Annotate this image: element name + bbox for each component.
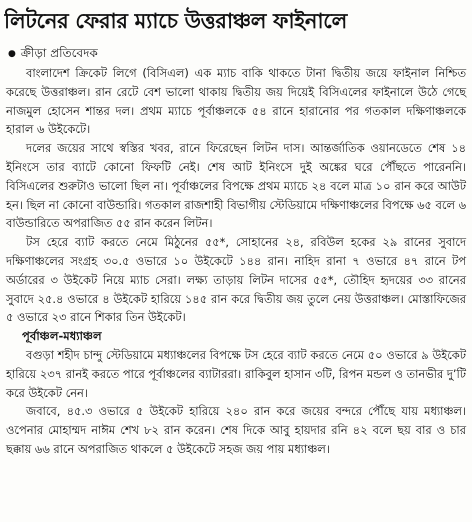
paragraph-5: জবাবে, ৪৫.৩ ওভারে ৫ উইকেট হারিয়ে ২৪০ রান করে জয়ের বন্দরে পৌঁছে যায় মধ্যাঞ্চল। ওপেনার মোহাম্মদ নাঈম শেখ ৮২ রান করেন। শেষ দিকে আবু হায়দার রনি ৪২ বলে ছয় বার ও চার ছক্কায় ৬৬ রানে অপরাজিত থাকলে ৫ উইকেটে সহজ জয় পায় মধ্যাঞ্চল। [6, 404, 466, 456]
byline [8, 44, 98, 62]
headline: লিটনের ফেরার ম্যাচে উত্তরাঞ্চল ফাইনালে [4, 9, 348, 33]
subheading: পূর্বাঞ্চল-মধ্যাঞ্চল [22, 329, 102, 344]
article-body [6, 64, 466, 459]
paragraph-3: টস হেরে ব্যাট করতে নেমে মিঠুনের ৫৫*, সোহানের ২৪, রবিউল হকের ২৯ রানের সুবাদে দক্ষিণাঞ্চলের সংগ্রহ ৩০.৫ ওভারে ১০ উইকেটে ১৪৪ রান। নাহিদ রানা ৭ ওভারে ৪৭ রানে টপ অর্ডারের ৩ উইকেট নিয়ে ম্যাচ সেরা। লক্ষ্য তাড়ায় লিটন দাসের ৫৫*, তৌহিদ হৃদয়ের ৩৩ রানের সুবাদে ২৫.৪ ওভারে ৪ উইকেট হারিয়ে ১৪৫ রান করে দ্বিতীয় জয় তুলে নেয় উত্তরাঞ্চল। মোস্তাফিজের ৫ ওভারে ২৩ রানে শিকার তিন উইকেট। [6, 235, 466, 325]
paragraph-2: দলের জয়ের সাথে স্বস্তির খবর, রানে ফিরেছেন লিটন দাস। আন্তর্জাতিক ওয়ানডেতে শেষ ১৪ ইনিংসে তার ব্যাটে কোনো ফিফটি নেই। শেষ আট ইনিংসে দুই অঙ্কের ঘরে পৌঁছতে পারেননি। বিসিএলের শুরুটাও ভালো ছিল না। পূর্বাঞ্চলের বিপক্ষে প্রথম ম্যাচে ২৪ বলে মাত্র ১০ রান করে আউট হন। ছিল না কোনো বাউন্ডারি। গতকাল রাজশাহী বিভাগীয় স্টেডিয়ামে দক্ষিণাঞ্চলের বিপক্ষে ৬৫ বলে ৬ বাউন্ডারিতে অপরাজিত ৫৫ রান করেন লিটন। [6, 141, 466, 231]
bullet-icon: ● [8, 49, 16, 59]
paragraph-4: বগুড়া শহীদ চান্দু স্টেডিয়ামে মধ্যাঞ্চলের বিপক্ষে টস হেরে ব্যাট করতে নেমে ৫০ ওভারে ৯ উইকেট হারিয়ে ২৩৭ রানই করতে পারে পূর্বাঞ্চলের ব্যাটাররা। রাকিবুল হাসান ৩টি, রিপন মন্ডল ও তানভীর দু’টি করে উইকেট নেন। [6, 347, 466, 400]
byline-text: ক্রীড়া প্রতিবেদক [20, 46, 98, 60]
paragraph-1: বাংলাদেশ ক্রিকেট লিগে (বিসিএল) এক ম্যাচ বাকি থাকতে টানা দ্বিতীয় জয়ে ফাইনাল নিশ্চিত করেছে উত্তরাঞ্চল। রান রেটে বেশ ভালো থাকায় দ্বিতীয় জয় দিয়েই বিসিএলের ফাইনালে উঠে গেছে নাজমুল হোসেন শান্তর দল। প্রথম ম্যাচে পূর্বাঞ্চলকে ৫৪ রানে হারানোর পর গতকাল দক্ষিণাঞ্চলকে হারাল ৬ উইকেটে। [6, 66, 466, 137]
